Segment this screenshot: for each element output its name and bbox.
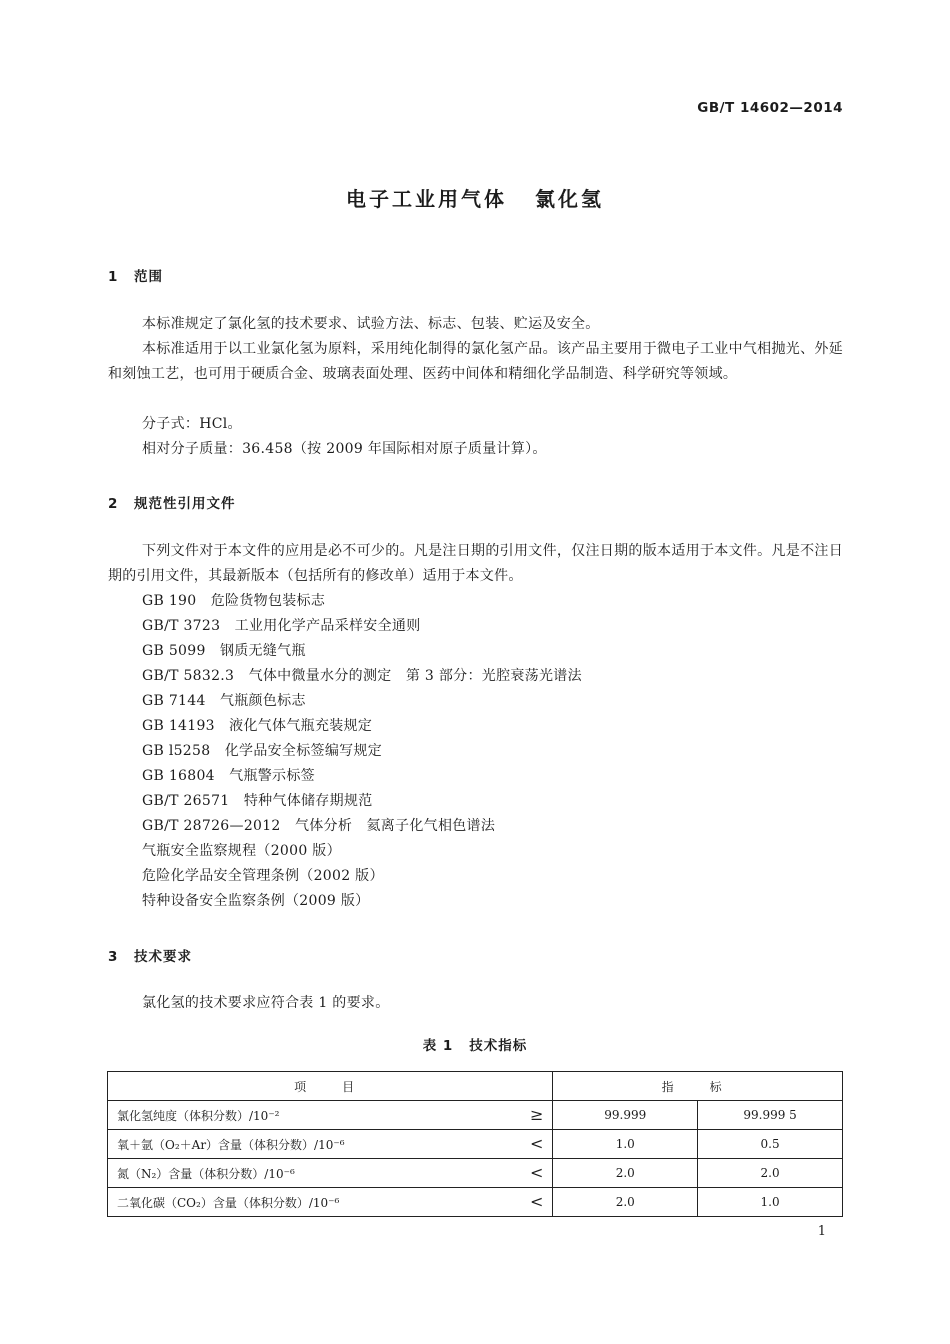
title-part-2: 氯化氢 <box>535 187 604 211</box>
table-caption-number: 表 1 <box>422 1038 454 1054</box>
item-cell: 氯化氢纯度（体积分数）/10⁻² ≥ <box>108 1101 553 1130</box>
reference-item: GB 5099 钢质无缝气瓶 <box>142 643 306 659</box>
index-value-2: 0.5 <box>698 1130 843 1159</box>
reference-item: GB 14193 液化气体气瓶充装规定 <box>142 718 373 734</box>
section-number: 2 <box>108 496 119 512</box>
item-cell: 二氧化碳（CO₂）含量（体积分数）/10⁻⁶ < <box>108 1188 553 1217</box>
index-value-1: 1.0 <box>553 1130 698 1159</box>
title-part-1: 电子工业用气体 <box>346 187 507 211</box>
table-caption <box>0 1034 950 1054</box>
section-1-para-3: 分子式：HCl。 <box>142 416 242 432</box>
section-title: 范围 <box>134 269 163 285</box>
index-value-2: 1.0 <box>698 1188 843 1217</box>
reference-item: GB/T 3723 工业用化学产品采样安全通则 <box>142 618 421 634</box>
reference-item: GB 190 危险货物包装标志 <box>142 593 326 609</box>
table-row <box>108 1101 843 1130</box>
section-1-para-2: 本标准适用于以工业氯化氢为原料，采用纯化制得的氯化氢产品。该产品主要用于微电子工业中气相抛光、外延和刻蚀工艺，也可用于硬质合金、玻璃表面处理、医药中间体和精细化学品制造、科学研究等领域。 <box>108 341 843 382</box>
reference-item: GB 16804 气瓶警示标签 <box>142 768 315 784</box>
section-title: 规范性引用文件 <box>134 496 236 512</box>
reference-item: 气瓶安全监察规程（2000 版） <box>142 843 341 859</box>
comparison-operator: < <box>529 1134 544 1153</box>
reference-item: GB/T 28726—2012 气体分析 氦离子化气相色谱法 <box>142 818 496 834</box>
index-value-2: 2.0 <box>698 1159 843 1188</box>
reference-item: 特种设备安全监察条例（2009 版） <box>142 893 370 909</box>
comparison-operator: < <box>529 1163 544 1182</box>
column-header-item: 项 目 <box>108 1072 553 1101</box>
item-cell: 氮（N₂）含量（体积分数）/10⁻⁶ < <box>108 1159 553 1188</box>
index-value-1: 2.0 <box>553 1159 698 1188</box>
section-title: 技术要求 <box>134 949 192 965</box>
item-cell: 氧＋氩（O₂＋Ar）含量（体积分数）/10⁻⁶ < <box>108 1130 553 1159</box>
standard-code: GB/T 14602—2014 <box>697 100 843 116</box>
table-row <box>108 1188 843 1217</box>
reference-item: GB/T 26571 特种气体储存期规范 <box>142 793 373 809</box>
section-number: 1 <box>108 269 119 285</box>
reference-item: GB l5258 化学品安全标签编写规定 <box>142 743 383 759</box>
section-3-para-1: 氯化氢的技术要求应符合表 1 的要求。 <box>142 995 390 1011</box>
section-2-heading <box>108 492 236 512</box>
table-header-row <box>108 1072 843 1101</box>
index-value-2: 99.999 5 <box>698 1101 843 1130</box>
reference-item: GB/T 5832.3 气体中微量水分的测定 第 3 部分：光腔衰荡光谱法 <box>142 668 582 684</box>
index-value-1: 2.0 <box>553 1188 698 1217</box>
comparison-operator: ≥ <box>529 1105 544 1124</box>
section-1-para-1: 本标准规定了氯化氢的技术要求、试验方法、标志、包装、贮运及安全。 <box>142 316 600 332</box>
section-1-heading <box>108 265 163 285</box>
index-value-1: 99.999 <box>553 1101 698 1130</box>
section-number: 3 <box>108 949 119 965</box>
document-title <box>0 183 950 212</box>
section-3-heading <box>108 945 192 965</box>
technical-index-table <box>107 1071 843 1217</box>
table-caption-title: 技术指标 <box>469 1038 528 1054</box>
section-2-intro: 下列文件对于本文件的应用是必不可少的。凡是注日期的引用文件，仅注日期的版本适用于本文件。凡是不注日期的引用文件，其最新版本（包括所有的修改单）适用于本文件。 <box>108 543 843 584</box>
section-1-para-4: 相对分子质量：36.458（按 2009 年国际相对原子质量计算）。 <box>142 441 547 457</box>
reference-item: GB 7144 气瓶颜色标志 <box>142 693 306 709</box>
table-row <box>108 1130 843 1159</box>
page-number: 1 <box>817 1224 826 1239</box>
reference-item: 危险化学品安全管理条例（2002 版） <box>142 868 384 884</box>
comparison-operator: < <box>529 1192 544 1211</box>
column-header-index: 指 标 <box>553 1072 843 1101</box>
table-row <box>108 1159 843 1188</box>
